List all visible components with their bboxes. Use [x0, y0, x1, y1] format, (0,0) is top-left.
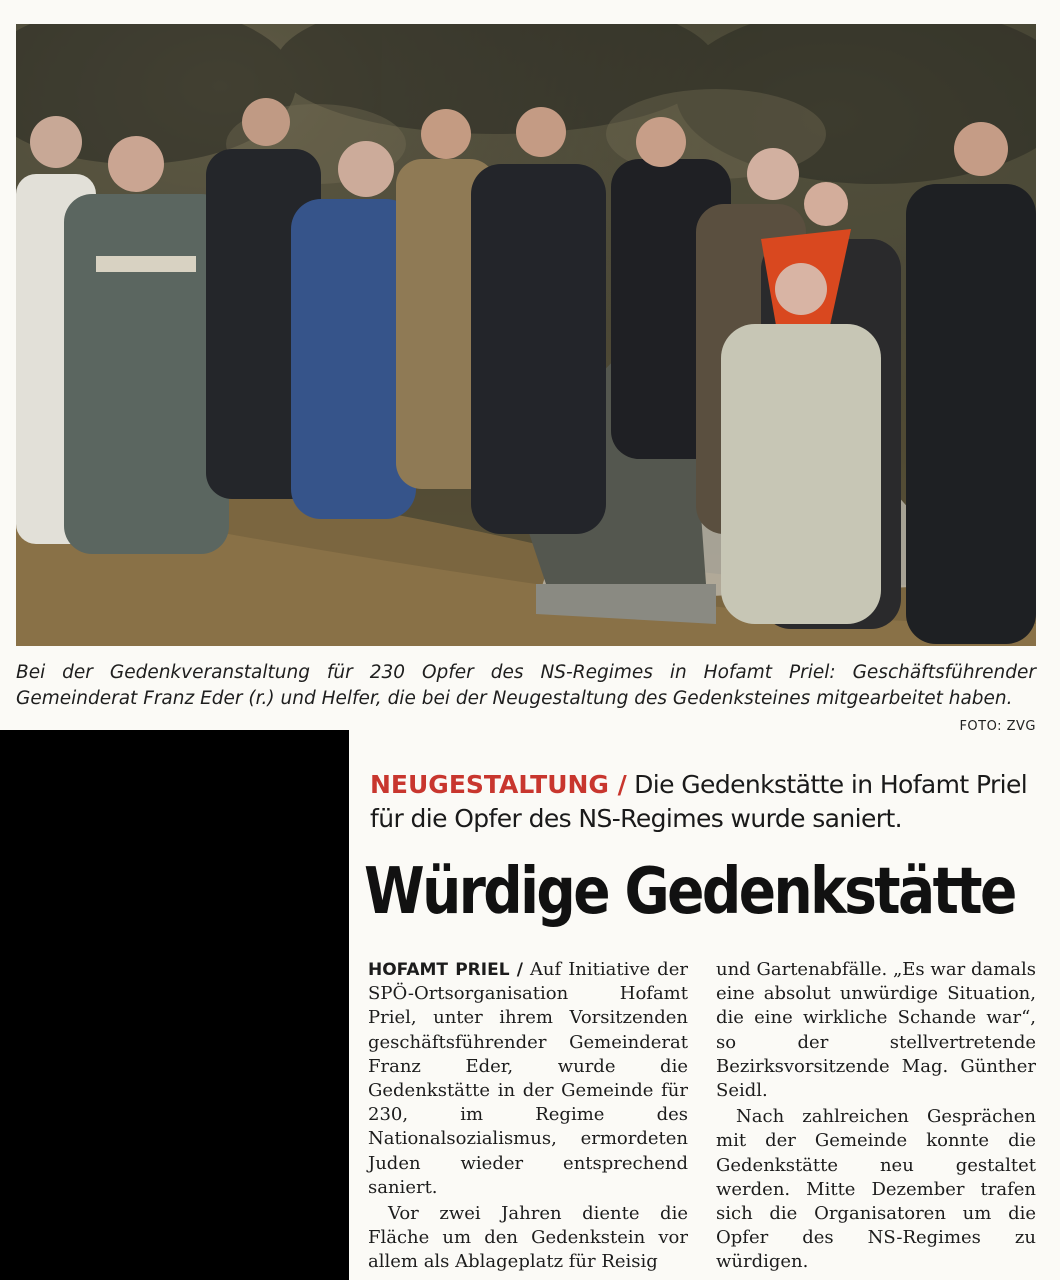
article-dateline: HOFAMT PRIEL / — [368, 960, 523, 980]
article-paragraph: Vor zwei Jahren diente die Fläche um den Gedenkstein vor allem als Ablageplatz für Reisig — [368, 1203, 688, 1273]
article-column-1 — [368, 958, 688, 1275]
photo-credit: FOTO: ZVG — [959, 719, 1036, 734]
black-redaction-block — [0, 730, 349, 1280]
article-paragraph: Nach zahlreichen Gesprächen mit der Gemeinde konnte die Gedenkstätte neu gestaltet werden. Mitte Dezember trafen sich die Organisatoren um die Opfer des NS-Regimes zu würdigen. — [716, 1106, 1036, 1273]
group-photo — [16, 24, 1036, 646]
article-column-2 — [716, 958, 1036, 1275]
photo-illustration — [16, 24, 1036, 646]
article-paragraph: und Gartenabfälle. „Es war damals eine absolut unwürdige Situation, die eine wirkliche Schande war“, so der stellvertretende Bezirksvorsitzende Mag. Günther Seidl. — [716, 959, 1036, 1102]
article-lede — [370, 768, 1040, 836]
lede-text: Die Gedenkstätte in Hofamt Priel für die Opfer des NS-Regimes wurde saniert. — [370, 770, 1028, 833]
photo-caption: Bei der Gedenkveranstaltung für 230 Opfer des NS-Regimes in Hofamt Priel: Geschäftsführender Gemeinderat Franz Eder (r.) und Helfer, die bei der Neugestaltung des Gedenksteines mitgearbeitet haben. — [16, 662, 1036, 709]
article-paragraph — [368, 958, 688, 1200]
article-headline: Würdige Gedenkstätte — [364, 855, 1015, 929]
article-text: Auf Initiative der SPÖ-Ortsorganisation Hofamt Priel, unter ihrem Vorsitzenden geschäftsführender Gemeinderat Franz Eder, wurde die Gedenkstätte in der Gemeinde für 230, im Regime des Nationalsozialismus, ermordeten Juden wieder entsprechend saniert. — [368, 959, 688, 1198]
lede-kicker: NEUGESTALTUNG / — [370, 770, 627, 799]
